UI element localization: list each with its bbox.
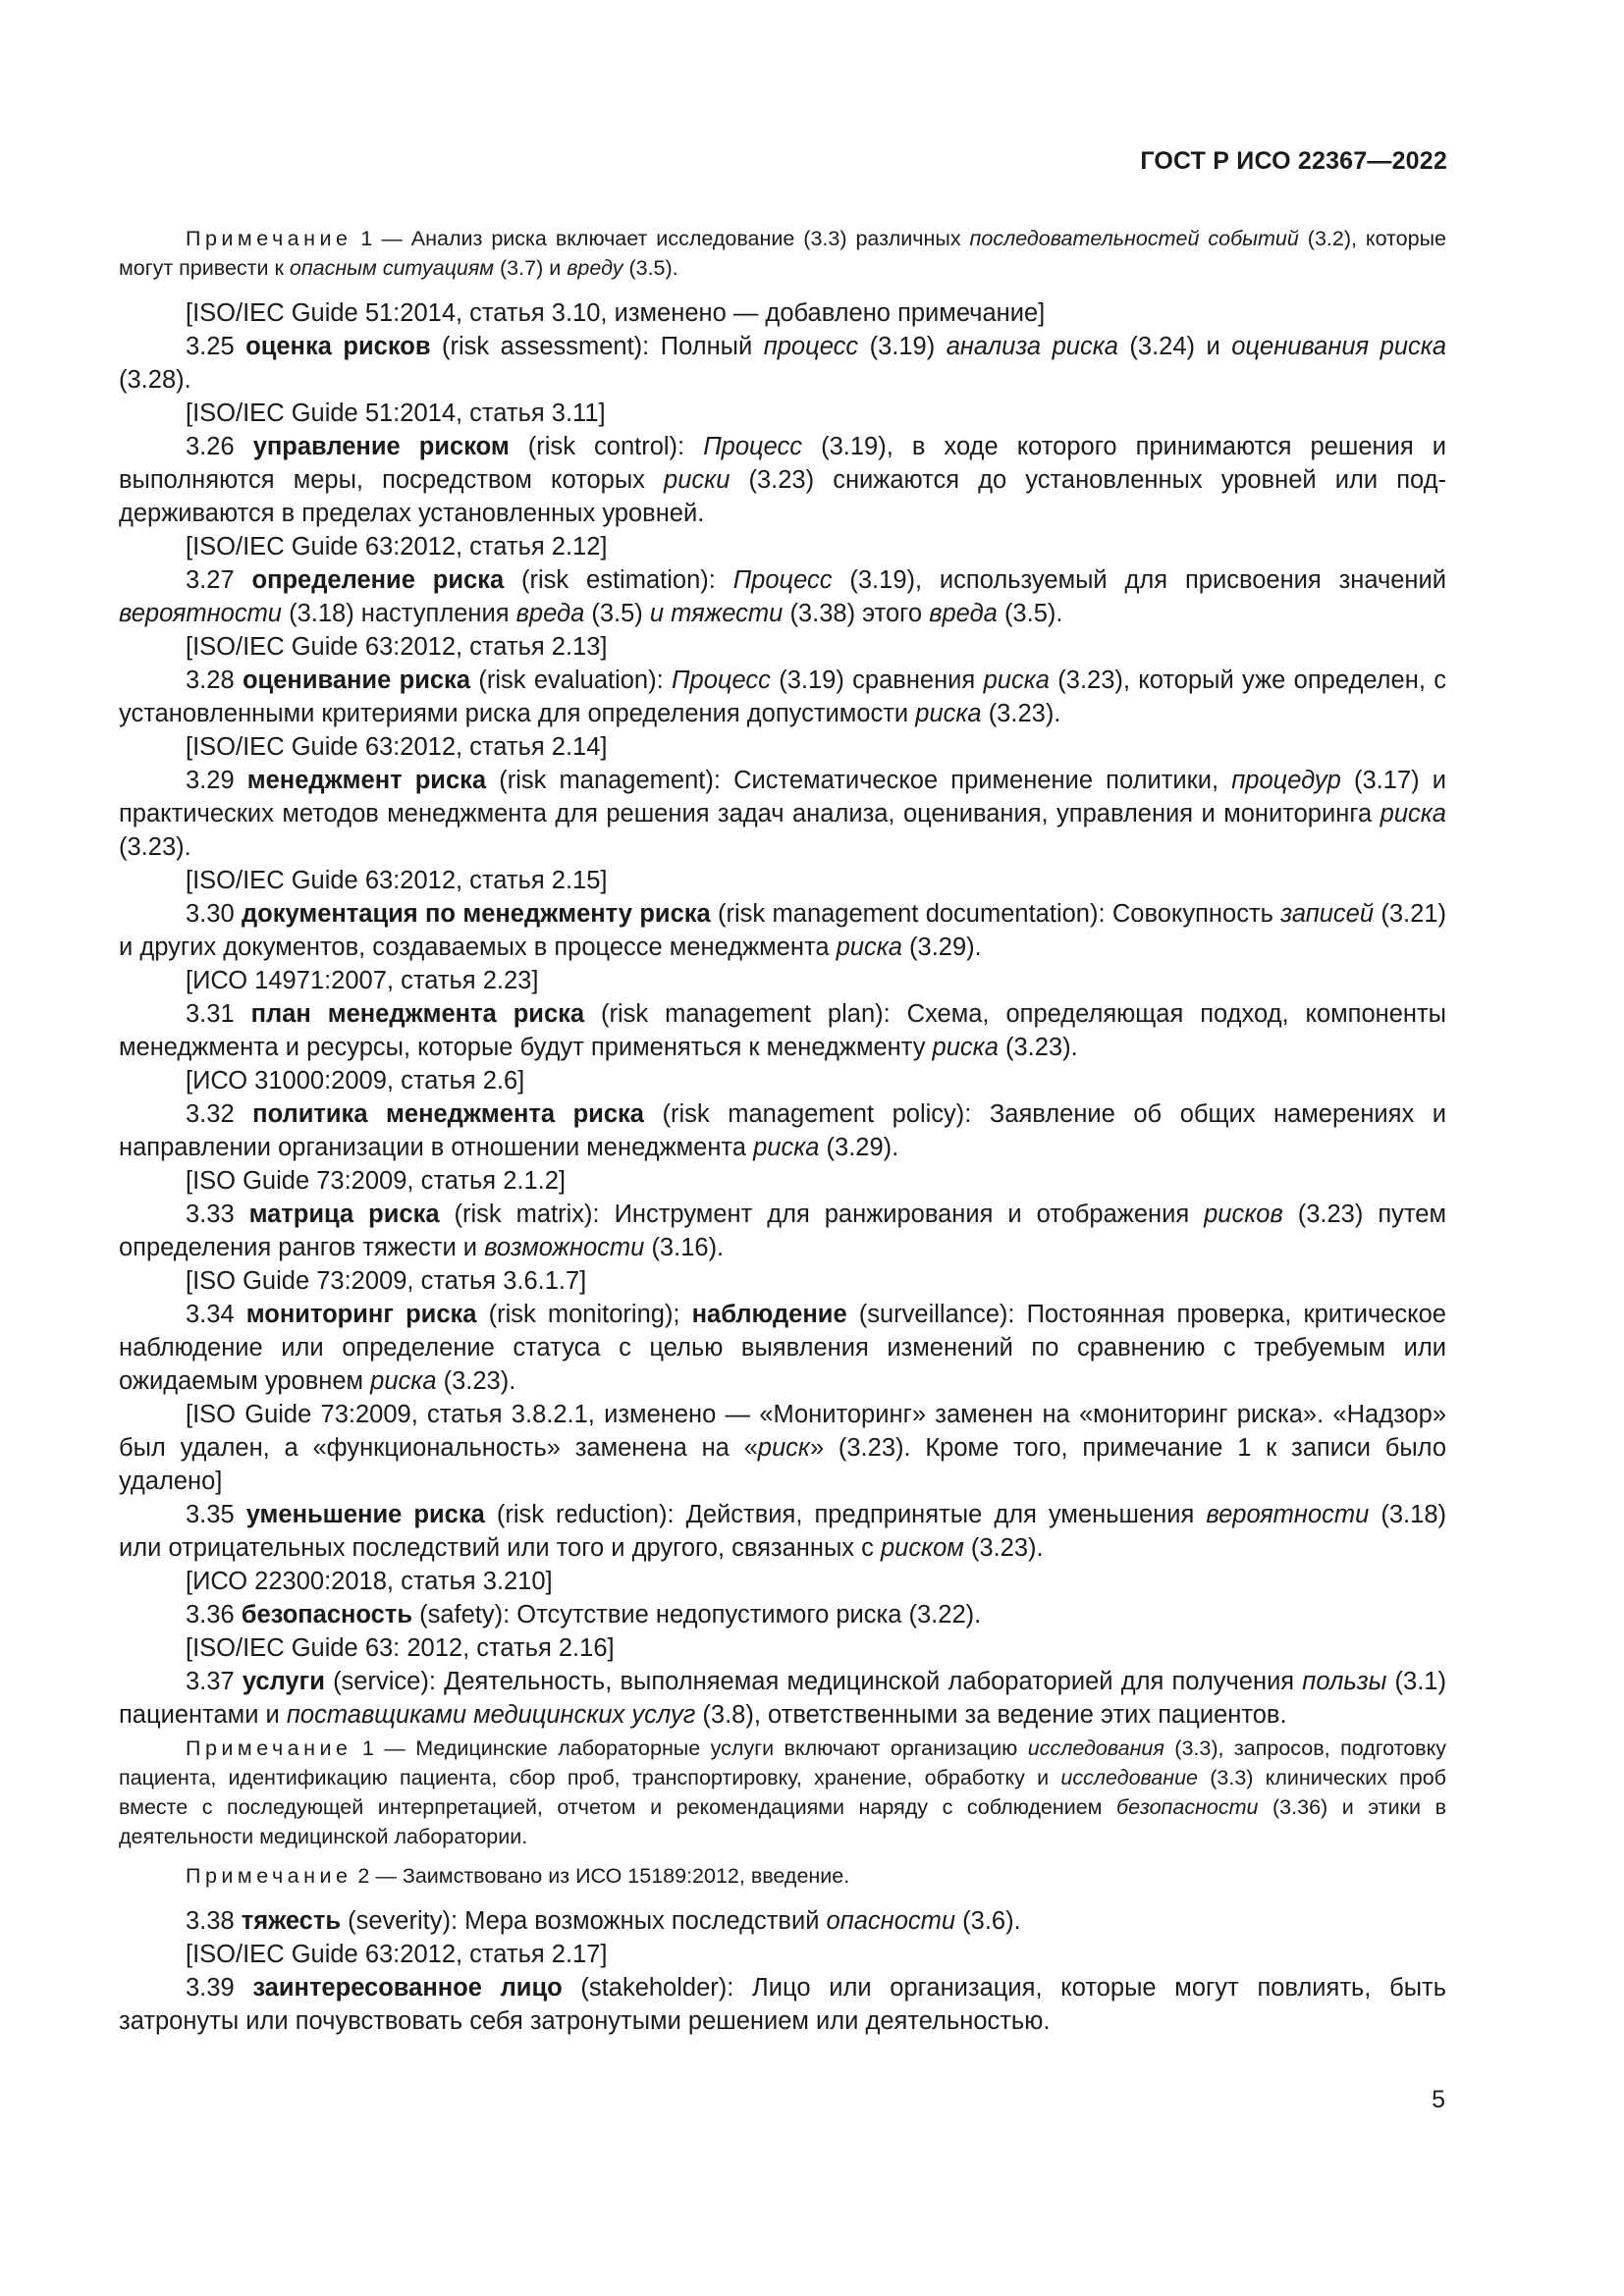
term-title: безопасность — [241, 1601, 413, 1629]
italic-term: оценивания риска — [1231, 333, 1446, 360]
text-run: 1 — Анализ риска включает исследование (3.3) различных — [352, 227, 970, 250]
text-run: (3.3) клинических проб вместе с последующей интерпретацией, отчетом и рекомендациями наряду с соблюдением — [119, 1766, 1446, 1819]
text-run: 3.35 — [186, 1501, 246, 1528]
term-paragraph — [119, 997, 1446, 1064]
text-run: (3.18) или отрицательных последствий или того и другого, связанных с — [119, 1501, 1446, 1562]
term-title: тяжесть — [241, 1907, 342, 1935]
text-run: [ИСО 14971:2007, статья 2.23] — [186, 967, 539, 994]
italic-term: вреду — [567, 256, 623, 280]
italic-term: процедур — [1231, 767, 1341, 794]
italic-term: риска — [983, 667, 1050, 694]
italic-term: исследования — [1027, 1736, 1164, 1760]
italic-term: возможности — [484, 1234, 645, 1261]
text-run: 3.26 — [186, 433, 253, 460]
text-run: (risk management): Систематическое применение политики, — [486, 767, 1232, 794]
italic-term: вреда — [929, 600, 998, 627]
italic-term: опасности — [826, 1907, 956, 1935]
text-run: (risk management plan): Схема, определяющая подход, компоненты менеджмента и ресурсы, которые будут применяться к менеджменту — [119, 1000, 1447, 1061]
term-title: уменьшение риска — [245, 1501, 485, 1528]
italic-term: безопасности — [1116, 1795, 1259, 1819]
note-paragraph — [119, 224, 1446, 283]
source-reference — [119, 1631, 1446, 1665]
text-run: (3.8), ответственными за ведение этих пациентов. — [695, 1701, 1287, 1729]
term-title: наблюдение — [691, 1301, 847, 1328]
italic-term: риска — [915, 700, 982, 727]
text-run: 3.38 — [186, 1907, 242, 1935]
text-run: [ISO/IEC Guide 51:2014, статья 3.10, изменено — добавлено примечание] — [186, 299, 1046, 327]
source-reference — [119, 964, 1446, 997]
text-run: [ISO/IEC Guide 63:2012, статья 2.12] — [186, 533, 608, 561]
term-title: оценивание риска — [242, 667, 471, 694]
note-label: Примечание — [186, 1736, 352, 1760]
italic-term: вреда — [515, 600, 585, 627]
italic-term: риска — [1380, 800, 1446, 828]
term-paragraph — [119, 1198, 1446, 1264]
text-run: [ISO/IEC Guide 63: 2012, статья 2.16] — [186, 1634, 615, 1662]
italic-term: рисков — [1204, 1201, 1283, 1228]
italic-term: Процесс — [703, 433, 803, 460]
text-run: (3.3), запросов, подготовку пациента, идентификацию пациента, сбор проб, транспортировку, хранение, обработку и — [119, 1736, 1447, 1789]
term-paragraph — [119, 330, 1446, 397]
italic-term: риском — [880, 1534, 964, 1562]
text-run: (surveillance): Постоянная проверка, критическое наблюдение или определение статуса с целью выявления изменений по сравнению с требуемым или ожидаемым уровнем — [119, 1301, 1446, 1395]
note-paragraph — [119, 1861, 1446, 1891]
source-reference — [119, 397, 1446, 430]
text-run: (3.38) этого — [783, 600, 930, 627]
term-paragraph — [119, 897, 1446, 964]
document-header-code: ГОСТ Р ИСО 22367—2022 — [1140, 147, 1447, 175]
italic-term: риска — [370, 1367, 437, 1395]
text-run: » (3.23). Кроме того, примечание 1 к записи было удалено] — [119, 1434, 1446, 1495]
source-reference — [119, 630, 1446, 664]
term-paragraph — [119, 1398, 1446, 1498]
note-label: Примечание — [186, 227, 352, 250]
text-run: (3.7) и — [494, 256, 568, 280]
source-reference — [119, 296, 1446, 330]
text-run: (3.2), которые могут привести к — [119, 227, 1446, 280]
source-reference — [119, 530, 1446, 563]
term-paragraph — [119, 1665, 1446, 1732]
text-run: 3.39 — [186, 1974, 253, 2002]
text-run: 1 — Медицинские лабораторные услуги включают организацию — [352, 1736, 1028, 1760]
term-title: матрица риска — [248, 1201, 440, 1228]
text-run: (risk matrix): Инструмент для ранжирования и отображения — [439, 1201, 1205, 1228]
text-run: [ISO Guide 73:2009, статья 3.8.2.1, изменено — «Мониторинг» заменен на «мониторинг риска». «Надзор» был удален, а «функциональность» заменена на « — [119, 1401, 1446, 1462]
term-title: мониторинг риска — [245, 1301, 477, 1328]
italic-term: риска — [836, 934, 902, 961]
term-paragraph — [119, 563, 1446, 630]
text-run: (3.23) снижаются до установленных уровней или поддерживаются в пределах установленных уровней. — [119, 466, 1446, 527]
term-title: управление риском — [252, 433, 510, 460]
italic-term: исследование — [1060, 1766, 1198, 1789]
text-run: 3.31 — [186, 1000, 251, 1028]
italic-term: процесс — [763, 333, 859, 360]
text-run: (3.18) наступления — [282, 600, 516, 627]
text-run: (severity): Мера возможных последствий — [341, 1907, 827, 1935]
italic-term: вероятности — [119, 600, 282, 627]
term-title: менеджмент риска — [246, 767, 487, 794]
text-run: (3.1) пациентами и — [119, 1668, 1446, 1729]
text-run: [ИСО 22300:2018, статья 3.210] — [186, 1568, 553, 1595]
text-run: 3.37 — [186, 1668, 243, 1695]
italic-term: последовательностей событий — [969, 227, 1299, 250]
text-run: (3.5) — [584, 600, 650, 627]
text-run: 3.32 — [186, 1100, 253, 1128]
term-paragraph — [119, 430, 1446, 530]
text-run: (3.23). — [436, 1367, 516, 1395]
text-run: (3.23) путем определения рангов тяжести и — [119, 1201, 1446, 1261]
term-paragraph — [119, 664, 1446, 730]
text-run: [ИСО 31000:2009, статья 2.6] — [186, 1067, 525, 1095]
text-run: (3.19), используемый для присвоения значений — [832, 566, 1447, 594]
text-run: (3.16). — [644, 1234, 725, 1261]
source-reference — [119, 730, 1446, 764]
source-reference — [119, 1565, 1446, 1598]
source-reference — [119, 1164, 1446, 1198]
source-reference — [119, 1938, 1446, 1971]
italic-term: Процесс — [672, 667, 771, 694]
term-paragraph — [119, 1097, 1446, 1164]
text-run: 3.33 — [186, 1201, 249, 1228]
term-title: оценка рисков — [245, 333, 431, 360]
note-label: Примечание — [186, 1864, 352, 1888]
term-paragraph — [119, 1298, 1446, 1398]
text-run: (risk management policy): Заявление об общих намерениях и направлении организации в отношении менеджмента — [119, 1100, 1447, 1161]
text-run: 3.36 — [186, 1601, 242, 1629]
italic-term: риск — [757, 1434, 810, 1462]
text-run: (3.24) и — [1117, 333, 1232, 360]
term-paragraph — [119, 1904, 1446, 1938]
text-run: (safety): Отсутствие недопустимого риска (3.22). — [412, 1601, 982, 1629]
text-run: [ISO/IEC Guide 63:2012, статья 2.15] — [186, 867, 608, 894]
italic-term: поставщиками медицинских услуг — [286, 1701, 696, 1729]
text-run: (3.19) сравнения — [770, 667, 984, 694]
italic-term: и тяжести — [649, 600, 784, 627]
text-run: (3.23). — [119, 833, 191, 861]
term-title: план менеджмента риска — [250, 1000, 585, 1028]
text-run: 3.29 — [186, 767, 247, 794]
italic-term: риска — [753, 1134, 820, 1161]
text-run: (risk estimation): — [504, 566, 733, 594]
source-reference — [119, 864, 1446, 897]
text-run: (3.21) и других документов, создаваемых в процессе менеджмента — [119, 900, 1446, 961]
text-run: (3.36) и этики в деятельности медицинской лаборатории. — [119, 1795, 1446, 1848]
text-run: 3.28 — [186, 667, 243, 694]
text-run: (risk reduction): Действия, предпринятые для уменьшения — [484, 1501, 1207, 1528]
italic-term: вероятности — [1206, 1501, 1370, 1528]
text-run: (3.6). — [955, 1907, 1021, 1935]
source-reference — [119, 1264, 1446, 1298]
text-run: (3.17) и практических методов менеджмента для решения задач анализа, оценивания, управления и мониторинга — [119, 767, 1446, 828]
text-run: (3.23), который уже определен, с установленными критериями риска для определения допустимости — [119, 667, 1446, 727]
italic-term: записей — [1280, 900, 1375, 928]
text-run: (3.28). — [119, 366, 191, 394]
text-run: (3.23). — [998, 1034, 1078, 1061]
text-run: 2 — Заимствовано из ИСО 15189:2012, введение. — [352, 1864, 850, 1888]
note-paragraph — [119, 1734, 1446, 1851]
text-run: (3.29). — [819, 1134, 899, 1161]
italic-term: анализа риска — [946, 333, 1118, 360]
text-run: (3.19), в ходе которого принимаются решения и выполняются меры, посредством которых — [119, 433, 1446, 494]
text-run: (service): Деятельность, выполняемая медицинской лабораторией для получения — [324, 1668, 1303, 1695]
text-run: [ISO/IEC Guide 51:2014, статья 3.11] — [186, 400, 606, 427]
italic-term: Процесс — [732, 566, 833, 594]
text-run: (risk control): — [509, 433, 704, 460]
text-run: 3.25 — [186, 333, 246, 360]
term-title: политика менеджмента риска — [252, 1100, 644, 1128]
term-paragraph — [119, 1498, 1446, 1565]
page-number: 5 — [1432, 2086, 1445, 2113]
text-run: 3.30 — [186, 900, 242, 928]
text-run: (3.23). — [981, 700, 1061, 727]
text-run: (risk assessment): Полный — [430, 333, 764, 360]
document-body — [119, 224, 1446, 2038]
term-paragraph — [119, 1971, 1446, 2038]
term-title: документация по менеджменту риска — [241, 900, 711, 928]
term-paragraph — [119, 764, 1446, 864]
text-run: [ISO/IEC Guide 63:2012, статья 2.13] — [186, 633, 608, 661]
text-run: 3.27 — [186, 566, 252, 594]
italic-term: пользы — [1302, 1668, 1387, 1695]
text-run: [ISO/IEC Guide 63:2012, статья 2.14] — [186, 733, 608, 761]
source-reference — [119, 1064, 1446, 1097]
text-run: (3.23). — [963, 1534, 1044, 1562]
italic-term: риски — [664, 466, 731, 494]
text-run: (risk management documentation): Совокупность — [710, 900, 1281, 928]
italic-term: опасным ситуациям — [289, 256, 495, 280]
text-run: (3.5). — [623, 256, 678, 280]
term-paragraph — [119, 1598, 1446, 1631]
text-run: 3.34 — [186, 1301, 246, 1328]
term-title: услуги — [242, 1668, 325, 1695]
text-run: [ISO/IEC Guide 63:2012, статья 2.17] — [186, 1941, 608, 1968]
text-run: (3.5). — [997, 600, 1063, 627]
text-run: (3.29). — [901, 934, 982, 961]
italic-term: риска — [932, 1034, 999, 1061]
text-run: (risk evaluation): — [470, 667, 673, 694]
text-run: (risk monitoring); — [476, 1301, 692, 1328]
text-run: (stakeholder): Лицо или организация, которые могут повлиять, быть затронуты или почувствовать себя затронутыми решением или деятельностью. — [119, 1974, 1446, 2035]
term-title: заинтересованное лицо — [252, 1974, 563, 2002]
text-run: [ISO Guide 73:2009, статья 3.6.1.7] — [186, 1267, 587, 1295]
term-title: определение риска — [251, 566, 505, 594]
text-run: (3.19) — [858, 333, 947, 360]
text-run: [ISO Guide 73:2009, статья 2.1.2] — [186, 1167, 566, 1195]
